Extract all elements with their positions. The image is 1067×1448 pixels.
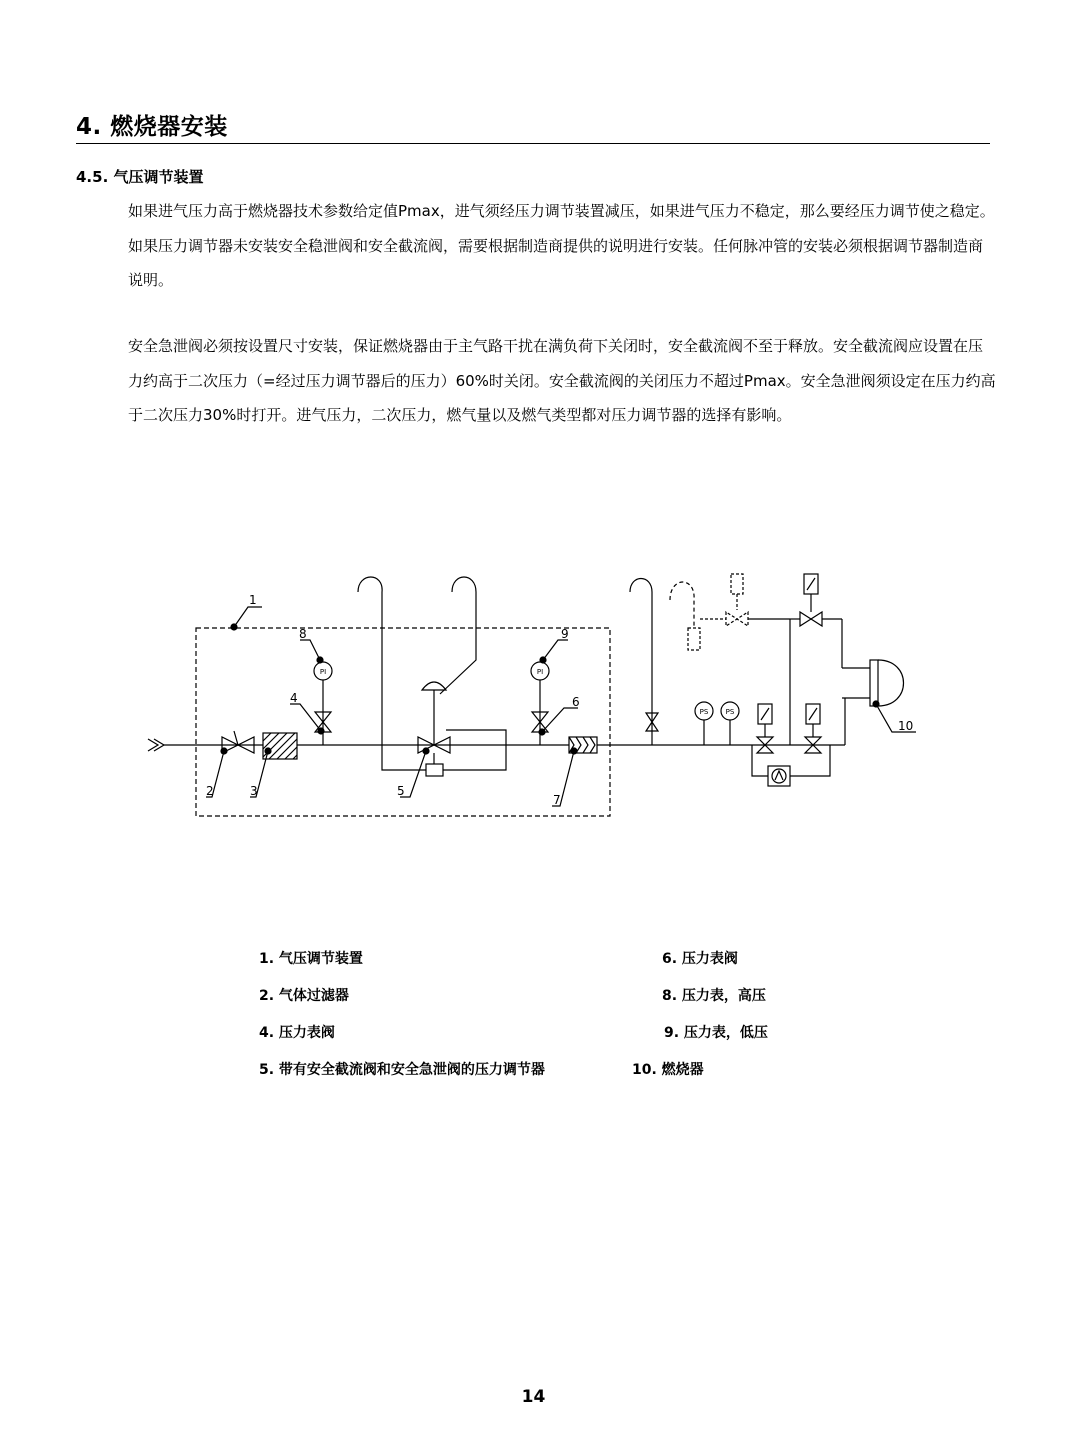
impulse-pipe-1	[358, 577, 506, 770]
callout-6: 6	[572, 695, 580, 709]
high-pressure-gauge-icon	[314, 662, 332, 680]
page-number: 14	[521, 1387, 546, 1407]
callout-8: 8	[299, 627, 307, 641]
optional-solenoid-valve-icon	[700, 574, 748, 626]
callout-10: 10	[898, 719, 914, 733]
callout-1: 1	[249, 593, 257, 607]
gauge-label-pi-high: PI	[319, 668, 327, 676]
solenoid-valve-icon	[800, 574, 822, 626]
gas-filter-icon	[263, 733, 297, 759]
solenoid-valve-icon	[757, 704, 773, 753]
gauge-label-ps-1: PS	[699, 708, 709, 716]
legend-item-2: 2. 气体过滤器	[259, 988, 349, 1004]
legend-item-6: 6. 压力表阀	[662, 951, 738, 967]
legend-item-4: 4. 压力表阀	[259, 1025, 335, 1041]
legend-item-10: 10. 燃烧器	[632, 1062, 704, 1078]
pressure-switch-icon	[721, 702, 739, 720]
legend-item-1: 1. 气压调节装置	[259, 951, 363, 967]
gauge-label-ps-2: PS	[725, 708, 735, 716]
paragraph-safety-valves: 安全急泄阀必须按设置尺寸安装，保证燃烧器由于主气路干扰在满负荷下关闭时，安全截流阀不至于释放。安全截流阀应设置在压力约高于二次压力（=经过压力调节器后的压力）60%时关闭。安全截流阀的关闭压力不超过Pmax。安全急泄阀须设定在压力约高于二次压力30%时打开。进气压力，二次压力，燃气量以及燃气类型都对压力调节器的选择有影响。	[128, 337, 996, 424]
callout-4: 4	[290, 691, 298, 705]
chapter-title: 4. 燃烧器安装	[76, 114, 228, 140]
callout-2: 2	[206, 784, 214, 798]
callout-9: 9	[561, 627, 569, 641]
solenoid-valve-icon	[805, 704, 821, 753]
legend-item-5: 5. 带有安全截流阀和安全急泄阀的压力调节器	[259, 1062, 545, 1078]
impulse-pipe-2	[630, 579, 652, 746]
callout-5: 5	[397, 784, 405, 798]
paragraph-regulator-intro: 如果进气压力高于燃烧器技术参数给定值Pmax，进气须经压力调节装置减压，如果进气压力不稳定，那么要经压力调节使之稳定。如果压力调节器未安装安全稳泄阀和安全截流阀，需要根据制造商提供的说明进行安装。任何脉冲管的安装必须根据调节器制造商说明。	[128, 202, 995, 289]
leak-test-pump-icon	[768, 766, 790, 786]
legend-item-8: 8. 压力表，高压	[662, 988, 766, 1004]
gas-inlet-arrow-icon	[148, 739, 164, 751]
legend-item-9: 9. 压力表，低压	[664, 1025, 768, 1041]
burner-icon	[870, 660, 904, 706]
pressure-switch-icon	[695, 702, 713, 720]
low-pressure-gauge-icon	[531, 662, 549, 680]
gauge-label-pi-low: PI	[536, 668, 544, 676]
section-title: 4.5. 气压调节装置	[76, 168, 204, 186]
gas-train-diagram	[130, 560, 940, 840]
header-rule	[76, 143, 990, 144]
callout-7: 7	[553, 793, 561, 807]
pressure-regulator-icon	[418, 577, 476, 776]
callout-3: 3	[250, 784, 258, 798]
impulse-pipe-3-dashed	[670, 582, 694, 628]
